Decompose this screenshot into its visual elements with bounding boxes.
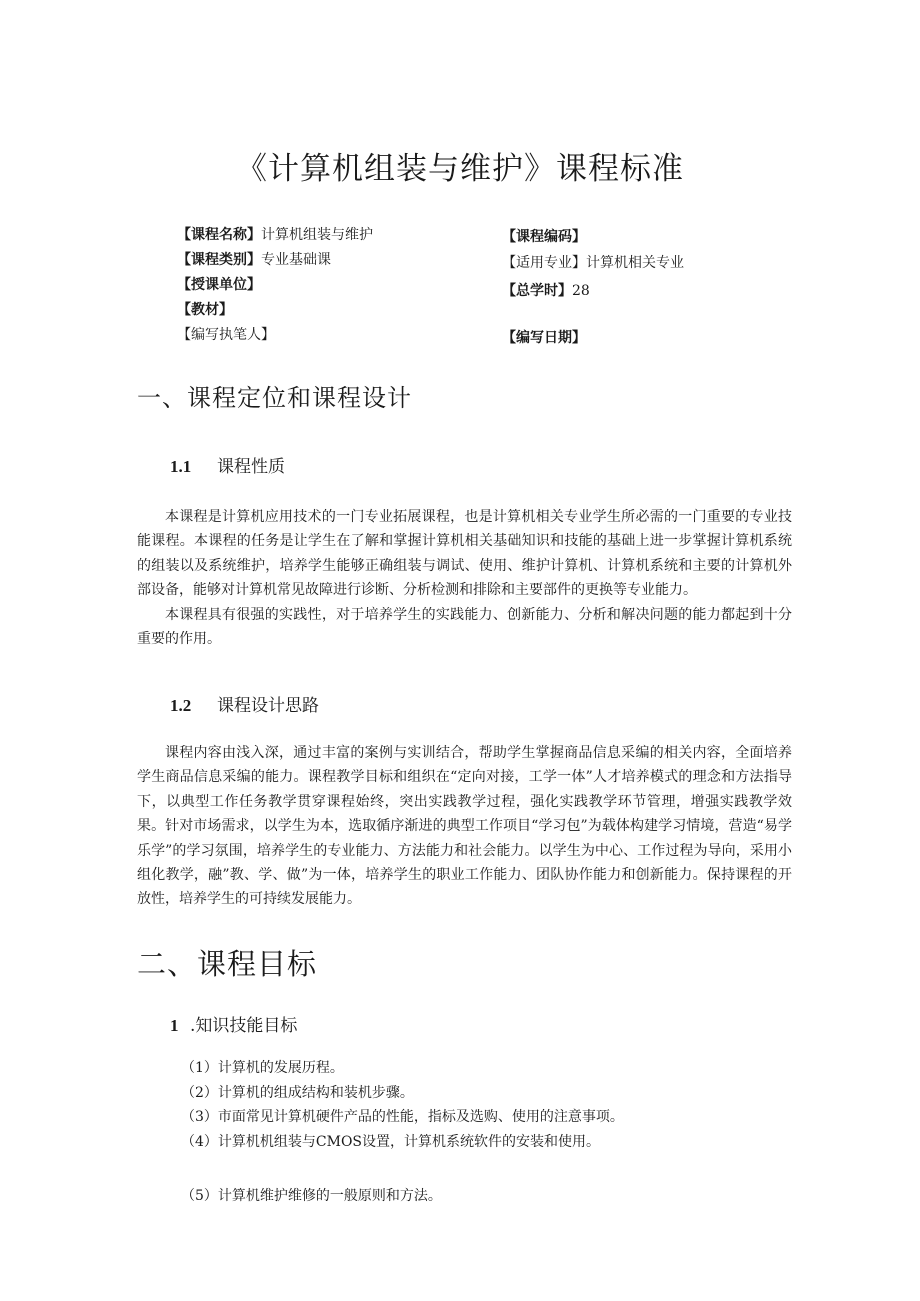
meta-unit [177,276,261,294]
major-value: 计算机相关专业 [586,255,684,271]
page-title: 《计算机组装与维护》课程标准 [236,151,684,187]
section2-heading: 二、课程目标 [137,947,318,981]
hours-value: 28 [572,283,590,299]
meta-major [502,254,684,272]
section1-2-title: 课程设计思路 [217,696,319,716]
course-code-label: 【课程编码】 [502,229,586,245]
section1-heading: 一、课程定位和课程设计 [137,384,412,412]
date-label: 【编写日期】 [502,330,586,346]
goal-item-4: （4）计算机机组装与CMOS设置，计算机系统软件的安装和使用。 [181,1134,601,1150]
course-type-label: 【课程类别】 [177,252,261,268]
meta-course-name [177,226,373,244]
goal-item-5: （5）计算机维护维修的一般原则和方法。 [181,1188,442,1204]
course-type-value: 专业基础课 [261,252,331,268]
unit-label: 【授课单位】 [177,277,261,293]
meta-course-code [502,228,586,246]
course-name-label: 【课程名称】 [177,227,261,243]
hours-label: 【总学时】 [502,283,572,299]
textbook-label: 【教材】 [177,302,233,318]
section1-1-heading [170,452,285,477]
section1-2-paragraph-1: 课程内容由浅入深，通过丰富的案例与实训结合，帮助学生掌握商品信息采编的相关内容，全面培养学生商品信息采编的能力。课程教学目标和组织在“定向对接，工学一体”人才培养模式的理念和方法指导下，以典型工作任务教学贯穿课程始终，突出实践教学过程，强化实践教学环节管理，增强实践教学效果。针对市场需求，以学生为本，选取循序渐进的典型工作项目“学习包”为载体构建学习情境，营造“易学乐学”的学习氛围，培养学生的专业能力、方法能力和社会能力。以学生为中心、工作过程为导向，采用小组化教学，融”教、学、做”为一体，培养学生的职业工作能力、团队协作能力和创新能力。保持课程的开放性，培养学生的可持续发展能力。 [137,745,792,908]
section1-1-title: 课程性质 [217,457,285,477]
author-label: 【编写执笔人】 [177,327,275,343]
section1-1-paragraph-1: 本课程是计算机应用技术的一门专业拓展课程，也是计算机相关专业学生所必需的一门重要的专业技能课程。本课程的任务是让学生在了解和掌握计算机相关基础知识和技能的基础上进一步掌握计算机系统的组装以及系统维护，培养学生能够正确组装与调试、使用、维护计算机、计算机系统和主要的计算机外部设备，能够对计算机常见故障进行诊断、分析检测和排除和主要部件的更换等专业能力。 [137,509,792,599]
goal-item-3: （3）市面常见计算机硬件产品的性能，指标及选购、使用的注意事项。 [181,1109,624,1125]
section2-1-title: .知识技能目标 [190,1016,298,1036]
course-name-value: 计算机组装与维护 [261,227,373,243]
section2-1-number: 1 [170,1016,179,1035]
meta-course-type [177,251,331,269]
meta-author [177,326,275,344]
meta-hours [502,282,590,300]
major-label: 【适用专业】 [502,255,586,271]
goal-item-2: （2）计算机的组成结构和装机步骤。 [181,1085,414,1101]
section2-1-heading [170,1011,297,1036]
section1-2-heading [170,691,319,716]
goal-item-1: （1）计算机的发展历程。 [181,1060,344,1076]
meta-textbook [177,301,233,319]
section1-2-number: 1.2 [170,696,192,715]
section1-1-number: 1.1 [170,457,192,476]
meta-date [502,329,586,347]
section1-1-paragraph-2: 本课程具有很强的实践性，对于培养学生的实践能力、创新能力、分析和解决问题的能力都起到十分重要的作用。 [137,607,792,648]
